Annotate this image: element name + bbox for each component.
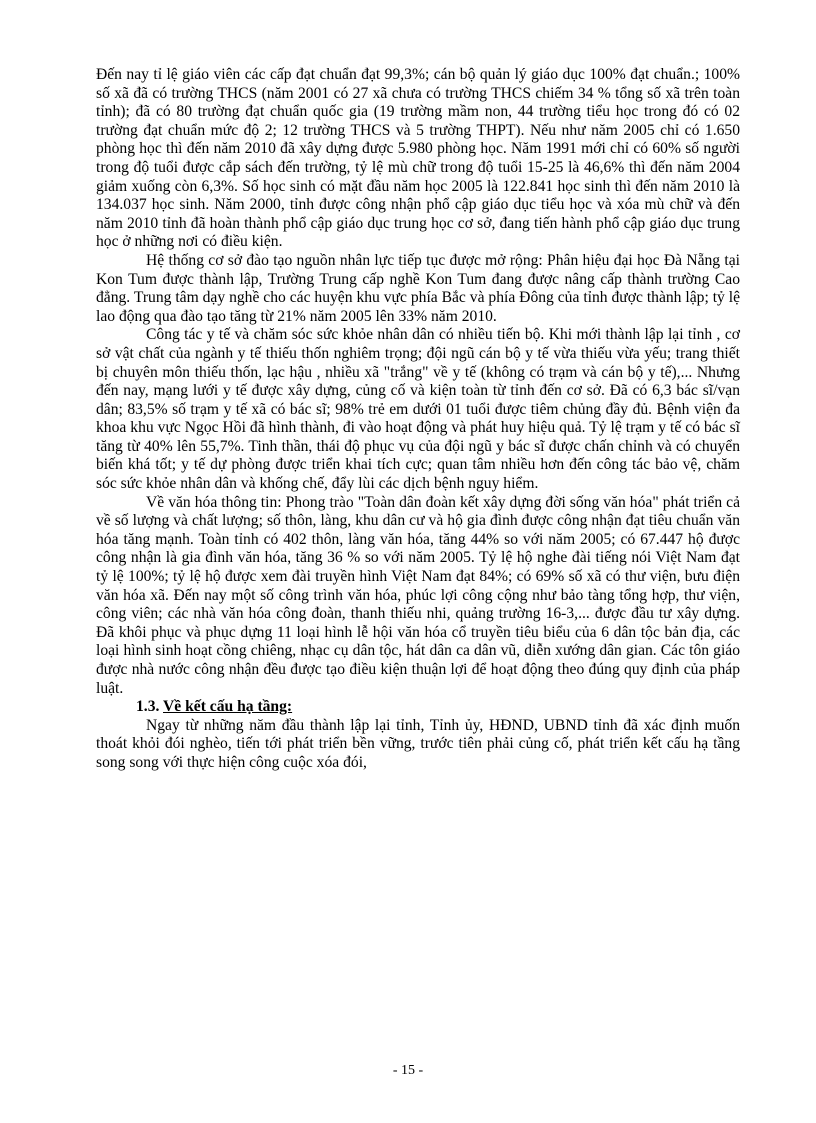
section-heading-text: Về kết cấu hạ tầng: bbox=[163, 698, 293, 716]
paragraph-culture: Về văn hóa thông tin: Phong trào "Toàn dân đoàn kết xây dựng đời sống văn hóa" phát triển cả về số lượng và chất lượng; số thôn, làng, khu dân cư và hộ gia đình được công nhận đạt tiêu chuẩn văn hóa tăng mạnh. Toàn tỉnh có 402 thôn, làng văn hóa, tăng 44% so với năm 2005; có 67.447 hộ được công nhận là gia đình văn hóa, tăng 36 % so với năm 2005. Tỷ lệ hộ nghe đài tiếng nói Việt Nam đạt tỷ lệ 100%; tỷ lệ hộ được xem đài truyền hình Việt Nam đạt 84%; có 69% số xã có thư viện, bưu điện văn hóa xã. Đến nay một số công trình văn hóa, phúc lợi công cộng như bảo tàng tổng hợp, thư viện, công viên; các nhà văn hóa công đoàn, thanh thiếu nhi, quảng trường 16-3,... được đầu tư xây dựng. Đã khôi phục và phục dựng 11 loại hình lễ hội văn hóa cổ truyền tiêu biểu của 6 dân tộc bản địa, các loại hình sinh hoạt cồng chiêng, nhạc cụ dân tộc, hát dân ca dân vũ, diễn xướng dân gian. Các tôn giáo được nhà nước công nhận đều được tạo điều kiện thuận lợi để hoạt động theo đúng quy định của pháp luật. bbox=[96, 493, 740, 697]
section-heading-number: 1.3. bbox=[136, 698, 164, 716]
paragraph-healthcare: Công tác y tế và chăm sóc sức khỏe nhân dân có nhiều tiến bộ. Khi mới thành lập lại tỉnh , cơ sở vật chất của ngành y tế thiếu thốn nghiêm trọng; đội ngũ cán bộ y tế vừa thiếu vừa yếu; trang thiết bị chuyên môn thiếu thốn, lạc hậu , nhiều xã "trắng" về y tế (không có trạm và cán bộ y tế),... Nhưng đến nay, mạng lưới y tế được xây dựng, củng cố và kiện toàn từ tỉnh đến cơ sở. Đã có 6,3 bác sĩ/vạn dân; 83,5% số trạm y tế xã có bác sĩ; 98% trẻ em dưới 01 tuổi được tiêm chủng đầy đủ. Bệnh viện đa khoa khu vực Ngọc Hồi đã hình thành, đi vào hoạt động và phát huy hiệu quả. Tỷ lệ trạm y tế có bác sĩ tăng từ 40% lên 55,7%. Tinh thần, thái độ phục vụ của đội ngũ y bác sĩ được chấn chỉnh và có chuyển biến khá tốt; y tế dự phòng được triển khai tích cực; quan tâm nhiều hơn đến công tác bảo vệ, chăm sóc sức khỏe nhân dân và khống chế, đẩy lùi các dịch bệnh nguy hiểm. bbox=[96, 326, 740, 493]
section-heading bbox=[96, 698, 740, 717]
paragraph-infrastructure: Ngay từ những năm đầu thành lập lại tỉnh, Tỉnh ủy, HĐND, UBND tỉnh đã xác định muốn thoát khỏi đói nghèo, tiến tới phát triển bền vững, trước tiên phải củng cố, phát triển kết cấu hạ tầng song song với thực hiện công cuộc xóa đói, bbox=[96, 716, 740, 771]
paragraph-education: Đến nay tỉ lệ giáo viên các cấp đạt chuẩn đạt 99,3%; cán bộ quản lý giáo dục 100% đạt chuẩn.; 100% số xã đã có trường THCS (năm 2001 có 27 xã chưa có trường THCS chiếm 34 % tổng số xã trên toàn tỉnh); đã có 80 trường đạt chuẩn quốc gia (19 trường mầm non, 44 trường tiểu học trong đó có 02 trường đạt chuẩn mức độ 2; 12 trường THCS và 5 trường THPT). Nếu như năm 2005 chỉ có 1.650 phòng học thì đến năm 2010 đã xây dựng được 5.980 phòng học. Năm 1991 mới chỉ có 60% số người trong độ tuổi được cắp sách đến trường, tỷ lệ mù chữ trong độ tuổi 15-25 là 46,6% thì đến năm 2004 giảm xuống còn 6,3%. Số học sinh có mặt đầu năm học 2005 là 122.841 học sinh thì đến năm 2010 là 134.037 học sinh. Năm 2000, tỉnh được công nhận phổ cập giáo dục tiểu học và xóa mù chữ và đến năm 2010 tỉnh đã hoàn thành phổ cập giáo dục trung học cơ sở, đang tiến hành phổ cập giáo dục trung học ở những nơi có điều kiện. bbox=[96, 66, 740, 251]
paragraph-training: Hệ thống cơ sở đào tạo nguồn nhân lực tiếp tục được mở rộng: Phân hiệu đại học Đà Nẵng tại Kon Tum được thành lập, Trường Trung cấp nghề Kon Tum đang được nâng cấp thành trường Cao đẳng. Trung tâm dạy nghề cho các huyện khu vực phía Bắc và phía Đông của tỉnh được thành lập; tỷ lệ lao động qua đào tạo tăng từ 21% năm 2005 lên 33% năm 2010. bbox=[96, 251, 740, 325]
page-number: - 15 - bbox=[392, 1063, 424, 1078]
document-body bbox=[96, 66, 740, 773]
